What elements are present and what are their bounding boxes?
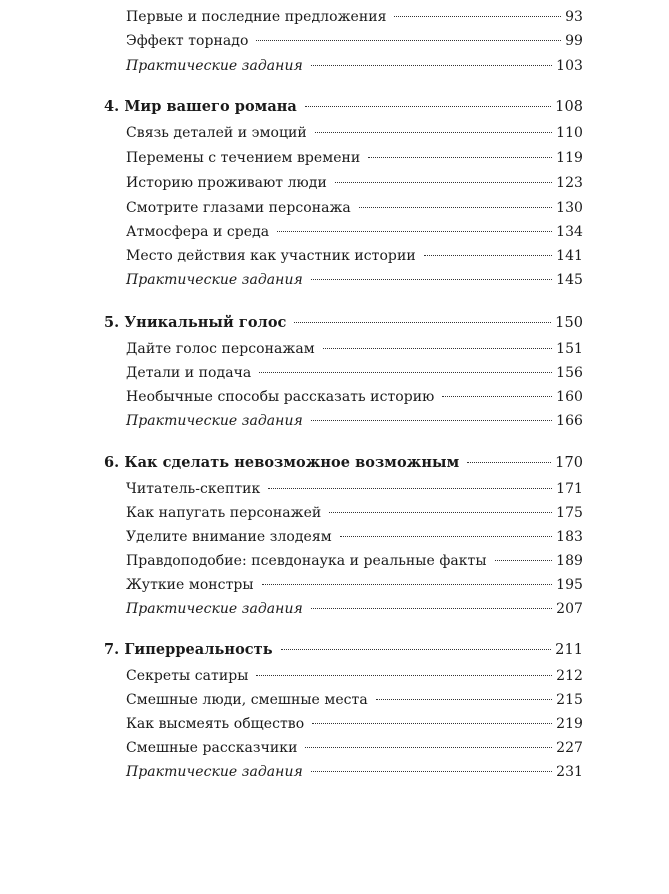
- leader-dots: [256, 675, 552, 676]
- leader-dots: [277, 231, 552, 232]
- toc-item-title: Атмосфера и среда: [126, 224, 270, 240]
- leader-dots: [312, 723, 552, 724]
- leader-dots: [268, 488, 552, 489]
- toc-item[interactable]: [126, 56, 583, 76]
- toc-item-title: Практические задания: [126, 58, 303, 74]
- toc-item[interactable]: [126, 148, 583, 168]
- toc-chapter[interactable]: [104, 97, 583, 117]
- toc-item-page: 212: [556, 668, 583, 684]
- leader-dots: [311, 279, 552, 280]
- toc-chapter-title: 5. Уникальный голос: [104, 314, 287, 331]
- toc-item[interactable]: [126, 690, 583, 710]
- toc-item-title: Уделите внимание злодеям: [126, 529, 332, 545]
- leader-dots: [359, 207, 552, 208]
- toc-item-title: Практические задания: [126, 272, 303, 288]
- leader-dots: [281, 649, 552, 650]
- toc-item-page: 156: [556, 365, 583, 381]
- toc-item-page: 141: [556, 248, 583, 264]
- leader-dots: [329, 512, 552, 513]
- toc-item-page: 227: [556, 740, 583, 756]
- toc-item-page: 110: [556, 125, 583, 141]
- toc-item[interactable]: [126, 7, 583, 27]
- leader-dots: [442, 396, 552, 397]
- toc-item[interactable]: [126, 527, 583, 547]
- toc-item-page: 171: [556, 481, 583, 497]
- leader-dots: [305, 106, 551, 107]
- toc-item-page: 151: [556, 341, 583, 357]
- toc-item-title: Первые и последние предложения: [126, 9, 387, 25]
- leader-dots: [311, 771, 552, 772]
- toc-item-title: Практические задания: [126, 413, 303, 429]
- toc-chapter[interactable]: [104, 640, 583, 660]
- toc-item-page: 207: [556, 601, 583, 617]
- toc-item-page: 183: [556, 529, 583, 545]
- toc-chapter[interactable]: [104, 313, 583, 333]
- toc-chapter-title: 4. Мир вашего романа: [104, 98, 297, 115]
- toc-chapter-page: 170: [555, 455, 583, 471]
- leader-dots: [305, 747, 552, 748]
- leader-dots: [467, 462, 551, 463]
- toc-item-page: 145: [556, 272, 583, 288]
- leader-dots: [311, 420, 552, 421]
- toc-item[interactable]: [126, 339, 583, 359]
- toc-item[interactable]: [126, 31, 583, 51]
- toc-item-page: 166: [556, 413, 583, 429]
- leader-dots: [335, 182, 552, 183]
- toc-item-page: 195: [556, 577, 583, 593]
- toc-item-title: Как напугать персонажей: [126, 505, 322, 521]
- toc-item-title: Правдоподобие: псевдонаука и реальные факты: [126, 553, 487, 569]
- toc-item-page: 219: [556, 716, 583, 732]
- leader-dots: [495, 560, 553, 561]
- leader-dots: [294, 322, 551, 323]
- toc-item[interactable]: [126, 762, 583, 782]
- toc-item-title: Эффект торнадо: [126, 33, 249, 49]
- toc-item[interactable]: [126, 411, 583, 431]
- toc-item-page: 93: [565, 9, 583, 25]
- toc-item-title: Место действия как участник истории: [126, 248, 416, 264]
- toc-item[interactable]: [126, 123, 583, 143]
- toc-item-title: Связь деталей и эмоций: [126, 125, 307, 141]
- toc-item-title: Дайте голос персонажам: [126, 341, 315, 357]
- toc-item-page: 175: [556, 505, 583, 521]
- toc-item-title: Смотрите глазами персонажа: [126, 200, 351, 216]
- toc-item-title: Перемены с течением времени: [126, 150, 361, 166]
- toc-item-page: 123: [556, 175, 583, 191]
- toc-item-title: Секреты сатиры: [126, 668, 249, 684]
- toc-item[interactable]: [126, 479, 583, 499]
- toc-item[interactable]: [126, 198, 583, 218]
- toc-item-title: Жуткие монстры: [126, 577, 254, 593]
- leader-dots: [259, 372, 552, 373]
- toc-item[interactable]: [126, 270, 583, 290]
- toc-item[interactable]: [126, 222, 583, 242]
- toc-item-title: Практические задания: [126, 764, 303, 780]
- toc-item-title: Практические задания: [126, 601, 303, 617]
- toc-item-page: 231: [556, 764, 583, 780]
- toc-item-page: 215: [556, 692, 583, 708]
- leader-dots: [311, 65, 552, 66]
- toc-item-page: 99: [565, 33, 583, 49]
- leader-dots: [311, 608, 552, 609]
- toc-item[interactable]: [126, 599, 583, 619]
- leader-dots: [262, 584, 553, 585]
- toc-item[interactable]: [126, 173, 583, 193]
- toc-item-page: 160: [556, 389, 583, 405]
- toc-item-title: Смешные рассказчики: [126, 740, 298, 756]
- toc-item[interactable]: [126, 738, 583, 758]
- toc-item[interactable]: [126, 246, 583, 266]
- toc-chapter-page: 150: [555, 315, 583, 331]
- leader-dots: [424, 255, 552, 256]
- toc-item-page: 134: [556, 224, 583, 240]
- toc-item[interactable]: [126, 714, 583, 734]
- toc-item-title: Необычные способы рассказать историю: [126, 389, 435, 405]
- leader-dots: [340, 536, 552, 537]
- toc-chapter[interactable]: [104, 453, 583, 473]
- toc-item-title: Смешные люди, смешные места: [126, 692, 368, 708]
- toc-item-page: 130: [556, 200, 583, 216]
- toc-chapter-page: 108: [555, 99, 583, 115]
- toc-item[interactable]: [126, 575, 583, 595]
- toc-item-page: 119: [556, 150, 583, 166]
- toc-chapter-page: 211: [555, 642, 583, 658]
- toc-chapter-title: 6. Как сделать невозможное возможным: [104, 454, 460, 471]
- toc-item-title: Детали и подача: [126, 365, 252, 381]
- toc-item[interactable]: [126, 551, 583, 571]
- toc-item-title: Читатель-скептик: [126, 481, 261, 497]
- toc-item[interactable]: [126, 363, 583, 383]
- leader-dots: [323, 348, 552, 349]
- toc-item[interactable]: [126, 666, 583, 686]
- leader-dots: [376, 699, 552, 700]
- toc-chapter-title: 7. Гиперреальность: [104, 641, 273, 658]
- toc-item-page: 103: [556, 58, 583, 74]
- leader-dots: [256, 40, 561, 41]
- toc-item[interactable]: [126, 503, 583, 523]
- toc-item[interactable]: [126, 387, 583, 407]
- toc-item-title: Историю проживают люди: [126, 175, 327, 191]
- toc-item-title: Как высмеять общество: [126, 716, 305, 732]
- toc-item-page: 189: [556, 553, 583, 569]
- leader-dots: [315, 132, 552, 133]
- leader-dots: [394, 16, 561, 17]
- leader-dots: [368, 157, 552, 158]
